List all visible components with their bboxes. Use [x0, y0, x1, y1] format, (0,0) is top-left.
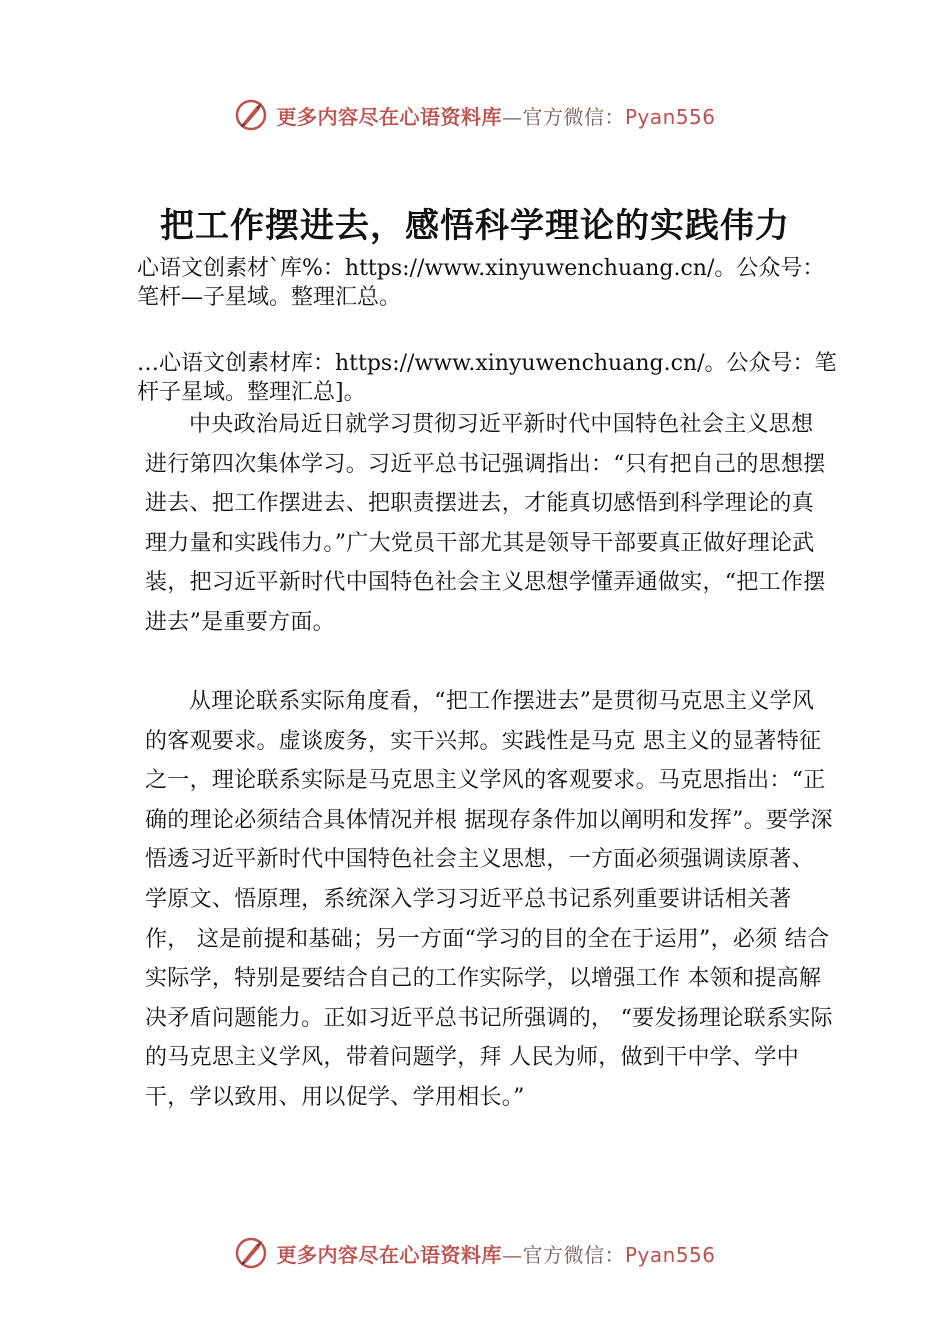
paragraph-text: 从理论联系实际角度看，“把工作摆进去”是贯彻马克思主义学风的客观要求。虚谈废务，实干兴邦。实践性是马克 思主义的显著特征之一，理论联系实际是马克思主义学风的客观要求。马克思指出：“正确的理论必须结合具体情况并根 据现存条件加以阐明和发挥”。要学深悟透习近平新时代中国特色社会主义思想，一方面必须强调读原著、学原文、悟原理，系统深入学习习近平总书记系列重要讲话相关著作， 这是前提和基础；另一方面“学习的目的全在于运用”，必须 结合实际学，特别是要结合自己的工作实际学，以增强工作 本领和提高解决矛盾问题能力。正如习近平总书记所强调的， “要发扬理论联系实际的马克思主义学风，带着问题学，拜 人民为师，做到干中学、学中干，学以致用、用以促学、学用相长。” — [145, 689, 833, 1110]
watermark-text — [276, 1239, 715, 1268]
paragraph-text: 中央政治局近日就学习贯彻习近平新时代中国特色社会主义思想进行第四次集体学习。习近平总书记强调指出：“只有把自己的思想摆进去、把工作摆进去、把职责摆进去，才能真切感悟到科学理论的真理力量和实践伟力。”广大党员干部尤其是领导干部要真正做好理论武装，把习近平新时代中国特色社会主义思想学懂弄通做实，“把工作摆进去”是重要方面。 — [145, 412, 826, 635]
watermark-main-text: 更多内容尽在心语资料库 — [276, 104, 502, 129]
watermark-official-label: —官方微信： — [501, 104, 625, 129]
source-line-2: …心语文创素材库：https://www.xinyuwenchuang.cn/。公众号：笔杆子星域。整理汇总]。 — [137, 351, 837, 405]
quill-logo-icon — [234, 98, 268, 132]
watermark-main-text: 更多内容尽在心语资料库 — [276, 1242, 502, 1267]
watermark-official-label: —官方微信： — [501, 1242, 625, 1267]
body-paragraph-1 — [145, 405, 835, 643]
body-paragraph-2 — [145, 682, 835, 1118]
source-line-1: 心语文创素材`库%：https://www.xinyuwenchuang.cn/。公众号：笔杆—子星域。整理汇总。 — [137, 256, 825, 310]
watermark-text — [276, 101, 715, 130]
document-title: 把工作摆进去，感悟科学理论的实践伟力 — [160, 206, 790, 246]
footer-watermark — [0, 1233, 950, 1273]
header-watermark — [0, 95, 950, 135]
watermark-wechat-id: Pyan556 — [624, 104, 716, 129]
watermark-wechat-id: Pyan556 — [624, 1242, 716, 1267]
quill-logo-icon — [234, 1236, 268, 1270]
